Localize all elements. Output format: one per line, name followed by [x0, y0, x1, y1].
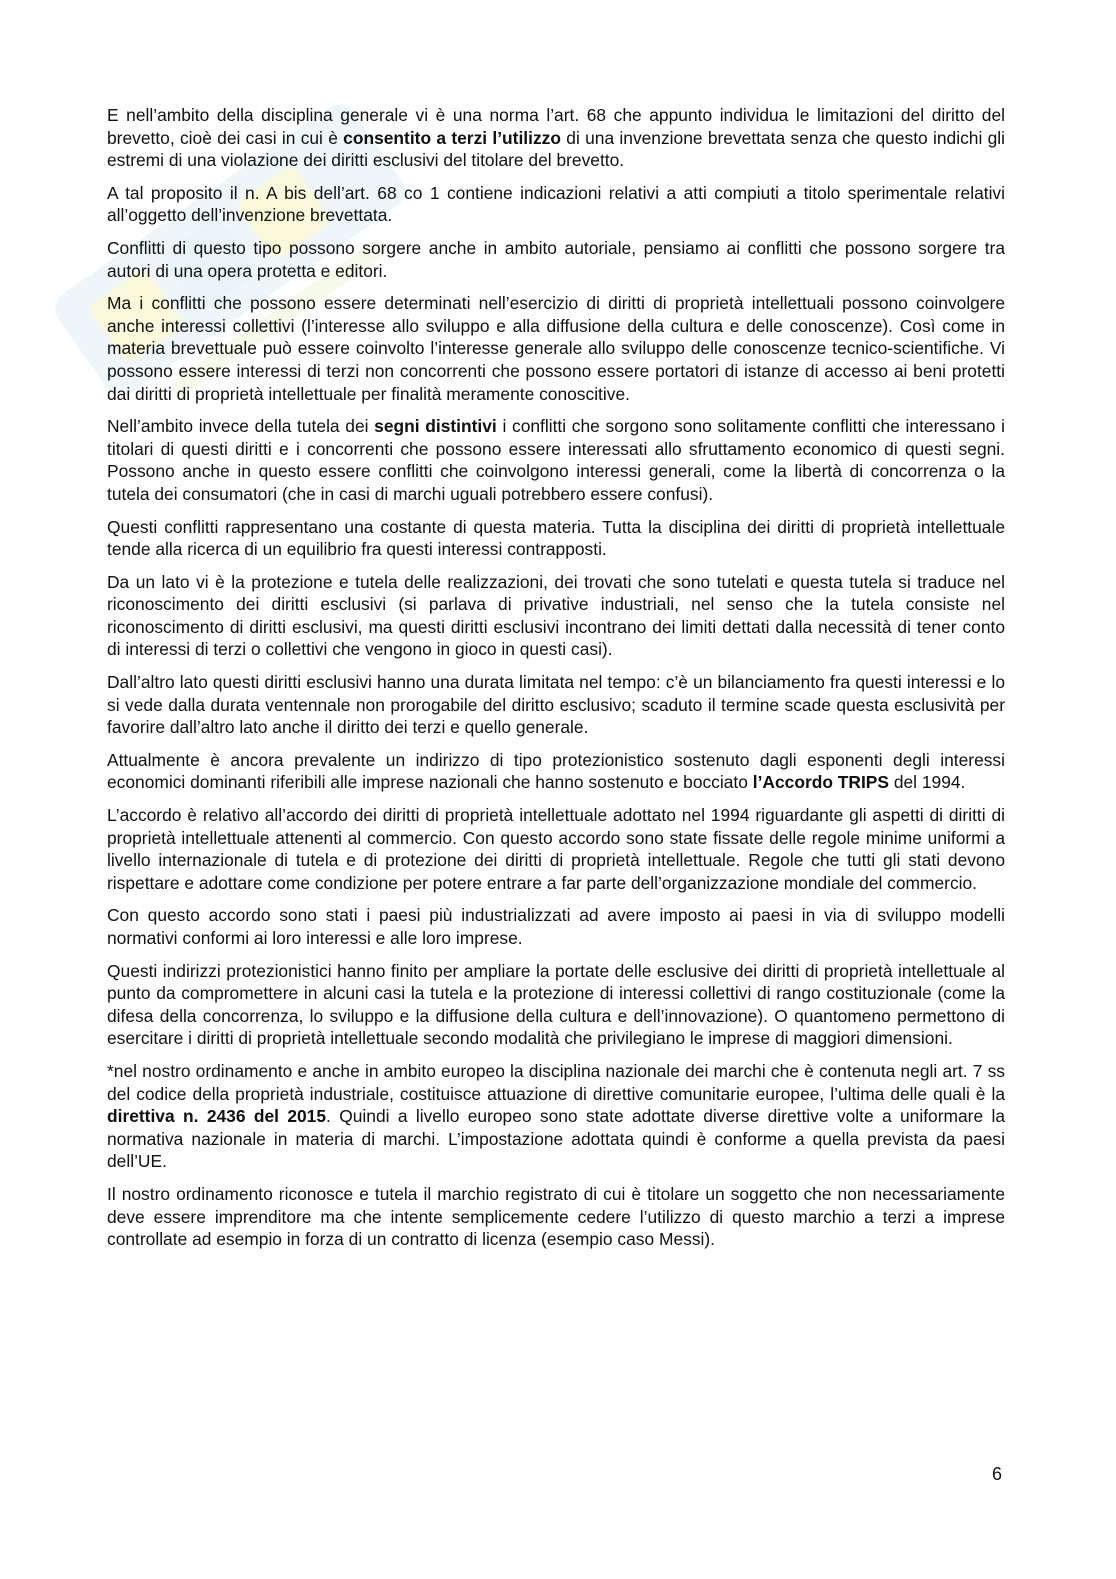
paragraph	[107, 237, 1005, 282]
text-run: E nell’ambito della disciplina generale vi è una norma l’art. 68 che appunto individua le limitazioni del diritto del brevetto, cioè dei casi in cui è	[107, 105, 1005, 148]
paragraph	[107, 804, 1005, 894]
text-run: Questi indirizzi protezionistici hanno finito per ampliare la portate delle esclusive dei diritti di proprietà intellettuale al punto da compromettere in alcuni casi la tutela e la protezione di interessi collettivi di rango costituzionale (come la difesa della concorrenza, lo sviluppo e la diffusione della cultura e dell’innovazione). O quantomeno permettono di esercitare i diritti di proprietà intellettuale secondo modalità che privilegiano le imprese di maggiori dimensioni.	[107, 960, 1005, 1049]
paragraph	[107, 960, 1005, 1050]
text-run: Attualmente è ancora prevalente un indirizzo di tipo protezionistico sostenuto dagli esponenti degli interessi economici dominanti riferibili alle imprese nazionali che hanno sostenuto e bocciato	[107, 749, 1005, 793]
text-run: Dall’altro lato questi diritti esclusivi hanno una durata limitata nel tempo: c’è un bilanciamento fra questi interessi e lo si vede dalla durata ventennale non prorogabile del diritto esclusivo; scaduto il termine scade questa esclusività per favorire dall’altro lato anche il diritto dei terzi e quello generale.	[107, 672, 1005, 738]
paragraph	[107, 571, 1005, 661]
text-run: Ma i conflitti che possono essere determinati nell’esercizio di diritti di proprietà intellettuali possono coinvolgere anche interessi collettivi (l’interesse allo sviluppo e alla diffusione della cultura e delle conoscenze). Così come in materia brevettuale può essere coinvolto l’interesse generale allo sviluppo delle conoscenze tecnico-scientifiche. Vi possono essere interessi di terzi non concorrenti che possono essere portatori di istanze di accesso ai beni protetti dai diritti di proprietà intellettuale per finalità meramente conoscitive.	[107, 293, 1005, 404]
text-run: Con questo accordo sono stati i paesi più industrializzati ad avere imposto ai paesi in via di sviluppo modelli normativi conformi ai loro interessi e alle loro imprese.	[107, 905, 1005, 948]
paragraph	[107, 904, 1005, 949]
text-run: del 1994.	[889, 772, 966, 793]
body-text	[107, 104, 1005, 1261]
paragraph	[107, 1183, 1005, 1251]
page-number: 6	[991, 1464, 1002, 1484]
paragraph	[107, 104, 1005, 172]
paragraph	[107, 415, 1005, 505]
paragraph	[107, 1060, 1005, 1173]
text-run: i conflitti che sorgono sono solitamente conflitti che interessano i titolari di questi diritti e i concorrenti che possono essere interessati allo sfruttamento economico di questi segni. Possono anche in questo essere conflitti che coinvolgono interessi generali, come la libertà di concorrenza o la tutela dei consumatori (che in casi di marchi uguali potrebbero essere confusi).	[107, 416, 1005, 504]
text-run: di una invenzione brevettata senza che questo indichi gli estremi di una violazione dei diritti esclusivi del titolare del brevetto.	[107, 127, 1005, 171]
text-run: Il nostro ordinamento riconosce e tutela il marchio registrato di cui è titolare un soggetto che non necessariamente deve essere imprenditore ma che intente semplicemente cedere l’utilizzo di questo marchio a terzi a imprese controllate ad esempio in forza di un contratto di licenza (esempio caso Messi).	[107, 1183, 1005, 1250]
text-run: Conflitti di questo tipo possono sorgere anche in ambito autoriale, pensiamo ai conflitti che possono sorgere tra autori di una opera protetta e editori.	[107, 237, 1005, 281]
text-run: *nel nostro ordinamento e anche in ambito europeo la disciplina nazionale dei marchi che è contenuta negli art. 7 ss del codice della proprietà industriale, costituisce attuazione di direttive comunitarie europee, l’ultima delle quali è la	[107, 1060, 1005, 1104]
text-run: Questi conflitti rappresentano una costante di questa materia. Tutta la disciplina dei diritti di proprietà intellettuale tende alla ricerca di un equilibrio fra questi interessi contrapposti.	[107, 516, 1005, 560]
bold-text: l’Accordo TRIPS	[752, 772, 889, 793]
paragraph	[107, 292, 1005, 405]
text-run: . Quindi a livello europeo sono state adottate diverse direttive volte a uniformare la normativa nazionale in materia di marchi. L’impostazione adottata quindi è conforme a quella prevista da paesi dell’UE.	[107, 1106, 1006, 1172]
paragraph	[107, 516, 1005, 561]
bold-text: segni distintivi	[374, 416, 497, 437]
text-run: Da un lato vi è la protezione e tutela delle realizzazioni, dei trovati che sono tutelati e questa tutela si traduce nel riconoscimento dei diritti esclusivi (si parlava di privative industriali, nel senso che la tutela consiste nel riconoscimento di diritti esclusivi, ma questi diritti esclusivi incontrano dei limiti dettati dalla necessità di tener conto di interessi di terzi o collettivi che vengono in gioco in questi casi).	[107, 571, 1005, 660]
text-run: Nell’ambito invece della tutela dei	[107, 416, 375, 437]
paragraph	[107, 182, 1005, 227]
paragraph	[107, 671, 1005, 739]
bold-text: direttiva n. 2436 del 2015	[107, 1106, 327, 1127]
bold-text: consentito a terzi l’utilizzo	[343, 127, 561, 148]
text-run: L’accordo è relativo all’accordo dei diritti di proprietà intellettuale adottato nel 1994 riguardante gli aspetti di diritti di proprietà intellettuale attenenti al commercio. Con questo accordo sono state fissate delle regole minime uniformi a livello internazionale di tutela e di protezione dei diritti di proprietà intellettuale. Regole che tutti gli stati devono rispettare e adottare come condizione per potere entrare a far parte dell’organizzazione mondiale del commercio.	[107, 805, 1005, 893]
paragraph	[107, 749, 1005, 794]
text-run: A tal proposito il n. A bis dell’art. 68 co 1 contiene indicazioni relativi a atti compiuti a titolo sperimentale relativi all’oggetto dell’invenzione brevettata.	[107, 182, 1005, 226]
